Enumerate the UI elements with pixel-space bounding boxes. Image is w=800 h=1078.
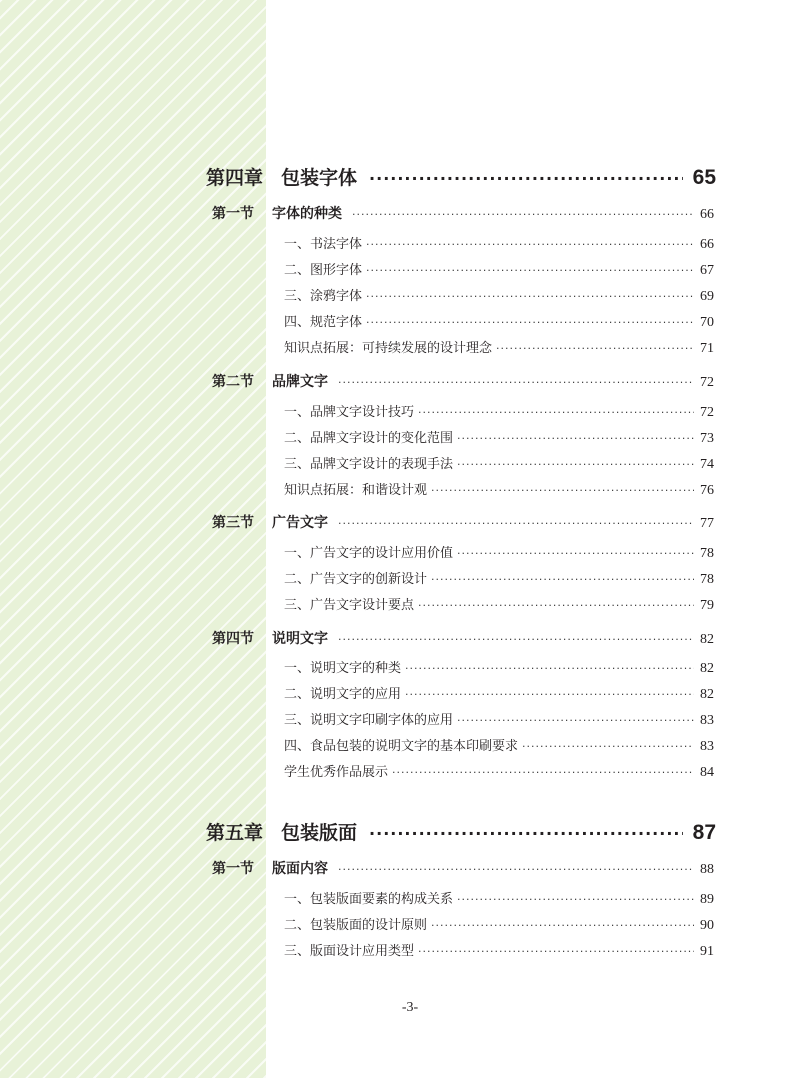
- toc-item[interactable]: [284, 401, 714, 421]
- dot-leader: [366, 238, 694, 251]
- item-page: 82: [700, 661, 714, 676]
- chapter-page: 87: [692, 821, 716, 844]
- chapter-number: 第五章: [206, 822, 264, 844]
- section-heading: [212, 371, 328, 391]
- dot-leader: [457, 458, 694, 471]
- item-page: 74: [700, 457, 714, 472]
- toc-section-4-2[interactable]: [212, 371, 714, 391]
- dot-leader: [457, 547, 694, 560]
- section-page: 66: [700, 207, 714, 222]
- dot-leader: [418, 599, 694, 612]
- item-title: 一、书法字体: [284, 237, 363, 252]
- section-title: 广告文字: [272, 515, 328, 531]
- item-page: 89: [700, 892, 714, 907]
- section-title: 品牌文字: [272, 374, 328, 390]
- toc-chapter-5[interactable]: [206, 818, 716, 845]
- dot-leader: [352, 208, 694, 221]
- toc-item[interactable]: [284, 888, 714, 908]
- section-heading: [212, 858, 328, 878]
- dot-leader: [431, 573, 694, 586]
- item-page: 91: [700, 944, 714, 959]
- dot-leader: [457, 714, 694, 727]
- item-title: 二、品牌文字设计的变化范围: [284, 431, 454, 446]
- dot-leader: [338, 376, 694, 389]
- item-title: 知识点拓展：和谐设计观: [284, 483, 428, 498]
- section-heading: [212, 628, 328, 648]
- dot-leader: [338, 633, 694, 646]
- item-title: 三、说明文字印刷字体的应用: [284, 713, 454, 728]
- item-page: 70: [700, 315, 714, 330]
- chapter-page: 65: [692, 166, 716, 189]
- toc-section-4-1[interactable]: [212, 203, 714, 223]
- toc-item[interactable]: [284, 479, 714, 499]
- item-title: 一、包装版面要素的构成关系: [284, 892, 454, 907]
- chapter-title: 包装版面: [281, 822, 358, 844]
- toc-item[interactable]: [284, 761, 714, 781]
- section-title: 字体的种类: [272, 206, 342, 222]
- dot-leader: [457, 893, 694, 906]
- item-title: 四、规范字体: [284, 315, 363, 330]
- dot-leader: [369, 824, 683, 843]
- item-page: 84: [700, 765, 714, 780]
- section-page: 72: [700, 375, 714, 390]
- dot-leader: [366, 316, 694, 329]
- item-title: 二、说明文字的应用: [284, 687, 402, 702]
- toc-chapter-4[interactable]: [206, 163, 716, 190]
- item-page: 73: [700, 431, 714, 446]
- dot-leader: [431, 484, 694, 497]
- item-title: 三、涂鸦字体: [284, 289, 363, 304]
- item-page: 78: [700, 546, 714, 561]
- toc-item[interactable]: [284, 285, 714, 305]
- item-title: 三、版面设计应用类型: [284, 944, 415, 959]
- toc-item[interactable]: [284, 542, 714, 562]
- item-page: 72: [700, 405, 714, 420]
- dot-leader: [366, 264, 694, 277]
- item-title: 知识点拓展：可持续发展的设计理念: [284, 341, 493, 356]
- section-title: 说明文字: [272, 631, 328, 647]
- section-number: 第四节: [212, 631, 254, 647]
- section-heading: [212, 512, 328, 532]
- dot-leader: [338, 517, 694, 530]
- toc-item[interactable]: [284, 427, 714, 447]
- dot-leader: [366, 290, 694, 303]
- section-page: 82: [700, 632, 714, 647]
- item-page: 69: [700, 289, 714, 304]
- item-page: 83: [700, 713, 714, 728]
- item-page: 79: [700, 598, 714, 613]
- section-page: 77: [700, 516, 714, 531]
- item-page: 82: [700, 687, 714, 702]
- item-page: 83: [700, 739, 714, 754]
- item-title: 学生优秀作品展示: [284, 765, 389, 780]
- item-title: 一、说明文字的种类: [284, 661, 402, 676]
- toc-item[interactable]: [284, 735, 714, 755]
- dot-leader: [418, 945, 694, 958]
- dot-leader: [369, 169, 683, 188]
- dot-leader: [338, 863, 694, 876]
- dot-leader: [457, 432, 694, 445]
- section-number: 第一节: [212, 861, 254, 877]
- toc-item[interactable]: [284, 259, 714, 279]
- toc-item[interactable]: [284, 914, 714, 934]
- dot-leader: [418, 406, 694, 419]
- item-title: 二、包装版面的设计原则: [284, 918, 428, 933]
- toc-item[interactable]: [284, 337, 714, 357]
- toc-item[interactable]: [284, 709, 714, 729]
- item-page: 66: [700, 237, 714, 252]
- toc-item[interactable]: [284, 233, 714, 253]
- section-title: 版面内容: [272, 861, 328, 877]
- item-page: 90: [700, 918, 714, 933]
- item-page: 78: [700, 572, 714, 587]
- section-heading: [212, 203, 342, 223]
- toc-item[interactable]: [284, 657, 714, 677]
- toc-item[interactable]: [284, 568, 714, 588]
- section-number: 第三节: [212, 515, 254, 531]
- toc-item[interactable]: [284, 594, 714, 614]
- item-page: 76: [700, 483, 714, 498]
- item-page: 71: [700, 341, 714, 356]
- item-title: 四、食品包装的说明文字的基本印刷要求: [284, 739, 519, 754]
- toc-section-4-4[interactable]: [212, 628, 714, 648]
- section-number: 第二节: [212, 374, 254, 390]
- toc-item[interactable]: [284, 453, 714, 473]
- dot-leader: [405, 662, 694, 675]
- toc-item[interactable]: [284, 311, 714, 331]
- page-number: -3-: [401, 1000, 419, 1015]
- chapter-title: 包装字体: [281, 167, 358, 189]
- toc-item[interactable]: [284, 940, 714, 960]
- item-title: 二、图形字体: [284, 263, 363, 278]
- dot-leader: [522, 740, 694, 753]
- item-title: 二、广告文字的创新设计: [284, 572, 428, 587]
- chapter-number: 第四章: [206, 167, 264, 189]
- section-number: 第一节: [212, 206, 254, 222]
- dot-leader: [496, 342, 694, 355]
- item-title: 三、品牌文字设计的表现手法: [284, 457, 454, 472]
- dot-leader: [392, 766, 694, 779]
- chapter-heading: [206, 818, 357, 845]
- item-title: 一、品牌文字设计技巧: [284, 405, 415, 420]
- toc-item[interactable]: [284, 683, 714, 703]
- item-title: 一、广告文字的设计应用价值: [284, 546, 454, 561]
- item-page: 67: [700, 263, 714, 278]
- toc-section-5-1[interactable]: [212, 858, 714, 878]
- chapter-heading: [206, 163, 357, 190]
- section-page: 88: [700, 862, 714, 877]
- dot-leader: [405, 688, 694, 701]
- item-title: 三、广告文字设计要点: [284, 598, 415, 613]
- dot-leader: [431, 919, 694, 932]
- toc-section-4-3[interactable]: [212, 512, 714, 532]
